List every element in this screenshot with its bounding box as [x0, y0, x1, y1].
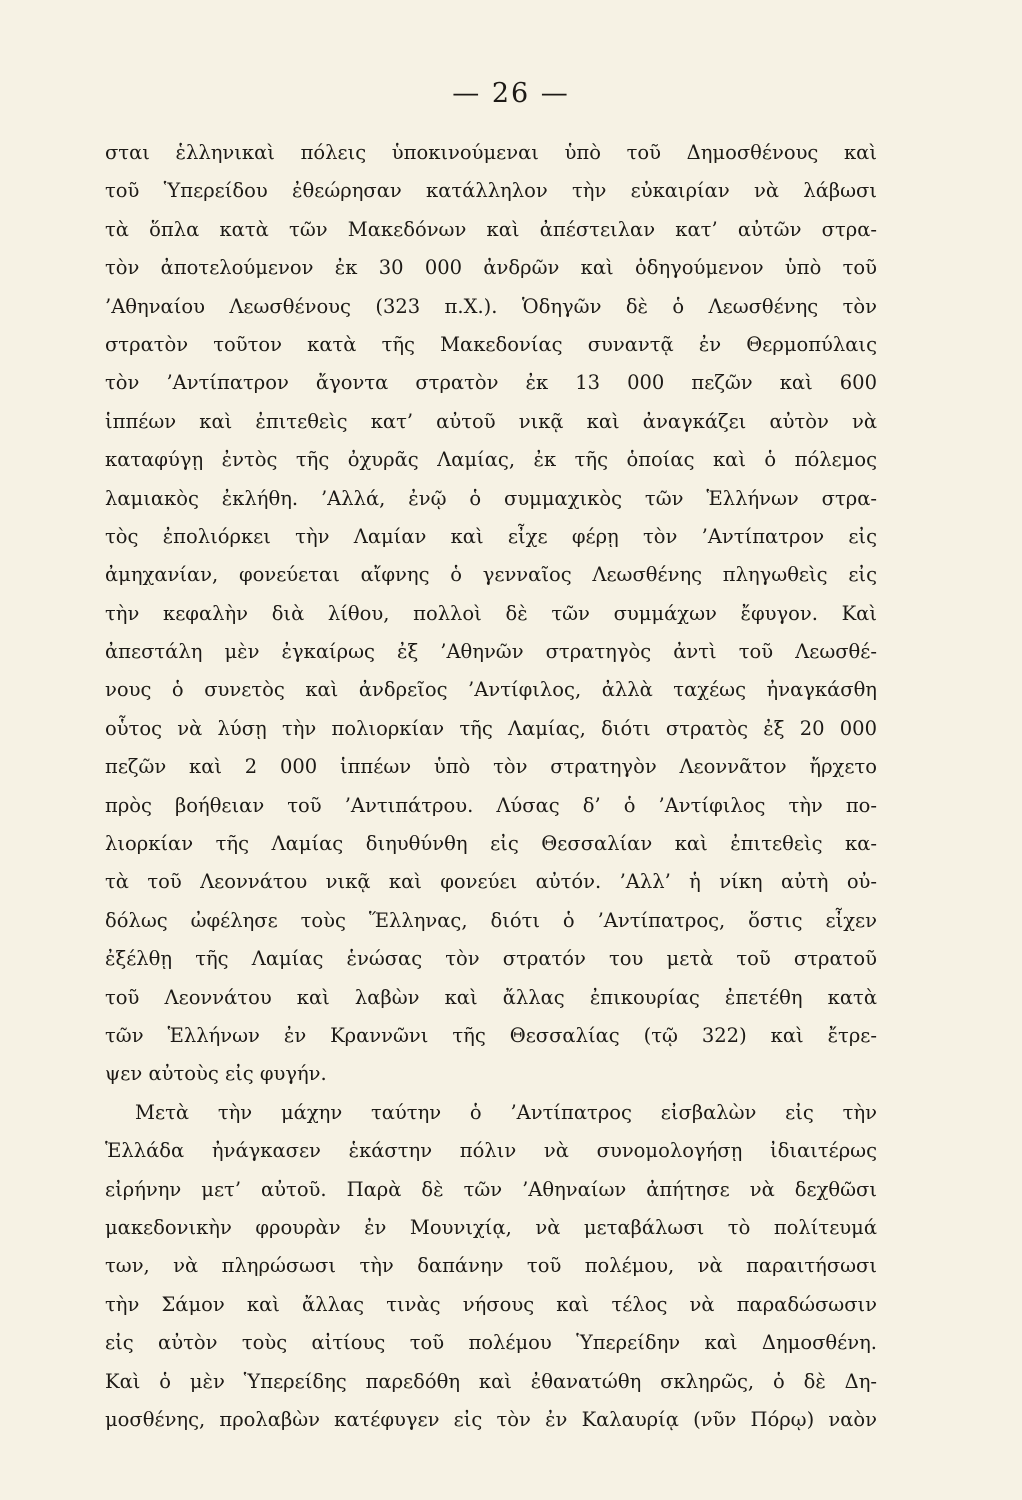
text-line: οὗτος νὰ λύσῃ τὴν πολιορκίαν τῆς Λαμίας, διότι στρατὸς ἐξ 20 000: [105, 716, 877, 740]
text-line: ἐξέλθῃ τῆς Λαμίας ἑνώσας τὸν στρατόν του μετὰ τοῦ στρατοῦ: [105, 947, 877, 971]
text-line: τοῦ Λεοννάτου καὶ λαβὼν καὶ ἄλλας ἐπικουρίας ἐπετέθη κατὰ: [105, 985, 877, 1009]
text-line: Ἑλλάδα ἠνάγκασεν ἑκάστην πόλιν νὰ συνομολογήσῃ ἰδιαιτέρως: [105, 1139, 877, 1163]
text-line: τῶν Ἑλλήνων ἐν Κραννῶνι τῆς Θεσσαλίας (τῷ 322) καὶ ἔτρε-: [105, 1023, 877, 1047]
text-line: εἰρήνην μετ’ αὐτοῦ. Παρὰ δὲ τῶν ’Αθηναίων ἀπήτησε νὰ δεχθῶσι: [105, 1177, 877, 1201]
text-line: τὸν ’Αντίπατρον ἄγοντα στρατὸν ἐκ 13 000 πεζῶν καὶ 600: [105, 371, 877, 395]
page-number: — 26 —: [452, 78, 570, 109]
text-line: τὸν ἀποτελούμενον ἐκ 30 000 ἀνδρῶν καὶ ὁδηγούμενον ὑπὸ τοῦ: [105, 256, 877, 280]
text-line: λαμιακὸς ἐκλήθη. ’Αλλά, ἐνῷ ὁ συμμαχικὸς τῶν Ἑλλήνων στρα-: [105, 486, 877, 510]
text-line: των, νὰ πληρώσωσι τὴν δαπάνην τοῦ πολέμου, νὰ παραιτήσωσι: [105, 1254, 877, 1278]
text-line: τὴν κεφαλὴν διὰ λίθου, πολλοὶ δὲ τῶν συμμάχων ἔφυγον. Καὶ: [105, 601, 877, 625]
body-text: [105, 134, 877, 1439]
text-line: τὸς ἐπολιόρκει τὴν Λαμίαν καὶ εἶχε φέρῃ τὸν ’Αντίπατρον εἰς: [105, 524, 877, 548]
text-line: ψεν αὐτοὺς εἰς φυγήν.: [105, 1062, 327, 1086]
text-line: λιορκίαν τῆς Λαμίας διηυθύνθη εἰς Θεσσαλίαν καὶ ἐπιτεθεὶς κα-: [105, 832, 877, 856]
text-line: τὰ ὅπλα κατὰ τῶν Μακεδόνων καὶ ἀπέστειλαν κατ’ αὐτῶν στρα-: [105, 217, 877, 241]
text-line: μακεδονικὴν φρουρὰν ἐν Μουνιχίᾳ, νὰ μεταβάλωσι τὸ πολίτευμά: [105, 1215, 877, 1239]
text-line: πρὸς βοήθειαν τοῦ ’Αντιπάτρου. Λύσας δ’ ὁ ’Αντίφιλος τὴν πο-: [105, 793, 877, 817]
text-line: καταφύγῃ ἐντὸς τῆς ὀχυρᾶς Λαμίας, ἐκ τῆς ὁποίας καὶ ὁ πόλεμος: [105, 448, 877, 472]
text-line: ’Αθηναίου Λεωσθένους (323 π.Χ.). Ὁδηγῶν δὲ ὁ Λεωσθένης τὸν: [105, 294, 877, 318]
text-line: στρατὸν τοῦτον κατὰ τῆς Μακεδονίας συναντᾷ ἐν Θερμοπύλαις: [105, 332, 877, 356]
text-line: ἱππέων καὶ ἐπιτεθεὶς κατ’ αὐτοῦ νικᾷ καὶ ἀναγκάζει αὐτὸν νὰ: [105, 409, 877, 433]
text-line: Καὶ ὁ μὲν Ὑπερείδης παρεδόθη καὶ ἐθανατώθη σκληρῶς, ὁ δὲ Δη-: [105, 1369, 877, 1393]
text-line: τὰ τοῦ Λεοννάτου νικᾷ καὶ φονεύει αὐτόν. ’Αλλ’ ἡ νίκη αὐτὴ οὐ-: [105, 870, 877, 894]
text-line: νους ὁ συνετὸς καὶ ἀνδρεῖος ’Αντίφιλος, ἀλλὰ ταχέως ἠναγκάσθη: [105, 678, 877, 702]
text-line: τὴν Σάμον καὶ ἄλλας τινὰς νήσους καὶ τέλος νὰ παραδώσωσιν: [105, 1292, 877, 1316]
text-line: ἀμηχανίαν, φονεύεται αἴφνης ὁ γενναῖος Λεωσθένης πληγωθεὶς εἰς: [105, 563, 877, 587]
text-line: εἰς αὐτὸν τοὺς αἰτίους τοῦ πολέμου Ὑπερείδην καὶ Δημοσθένη.: [105, 1331, 877, 1355]
text-line: τοῦ Ὑπερείδου ἐθεώρησαν κατάλληλον τὴν εὐκαιρίαν νὰ λάβωσι: [105, 179, 877, 203]
text-line: ἀπεστάλη μὲν ἐγκαίρως ἐξ ’Αθηνῶν στρατηγὸς ἀντὶ τοῦ Λεωσθέ-: [105, 640, 877, 664]
text-line: μοσθένης, προλαβὼν κατέφυγεν εἰς τὸν ἐν Καλαυρίᾳ (νῦν Πόρῳ) ναὸν: [105, 1407, 877, 1431]
text-line: δόλως ὠφέλησε τοὺς Ἕλληνας, διότι ὁ ’Αντίπατρος, ὅστις εἶχεν: [105, 908, 877, 932]
text-line: σται ἑλληνικαὶ πόλεις ὑποκινούμεναι ὑπὸ τοῦ Δημοσθένους καὶ: [105, 141, 877, 164]
text-line: πεζῶν καὶ 2 000 ἱππέων ὑπὸ τὸν στρατηγὸν Λεοννᾶτον ἤρχετο: [105, 755, 877, 779]
text-line: Μετὰ τὴν μάχην ταύτην ὁ ’Αντίπατρος εἰσβαλὼν εἰς τὴν: [135, 1100, 877, 1124]
